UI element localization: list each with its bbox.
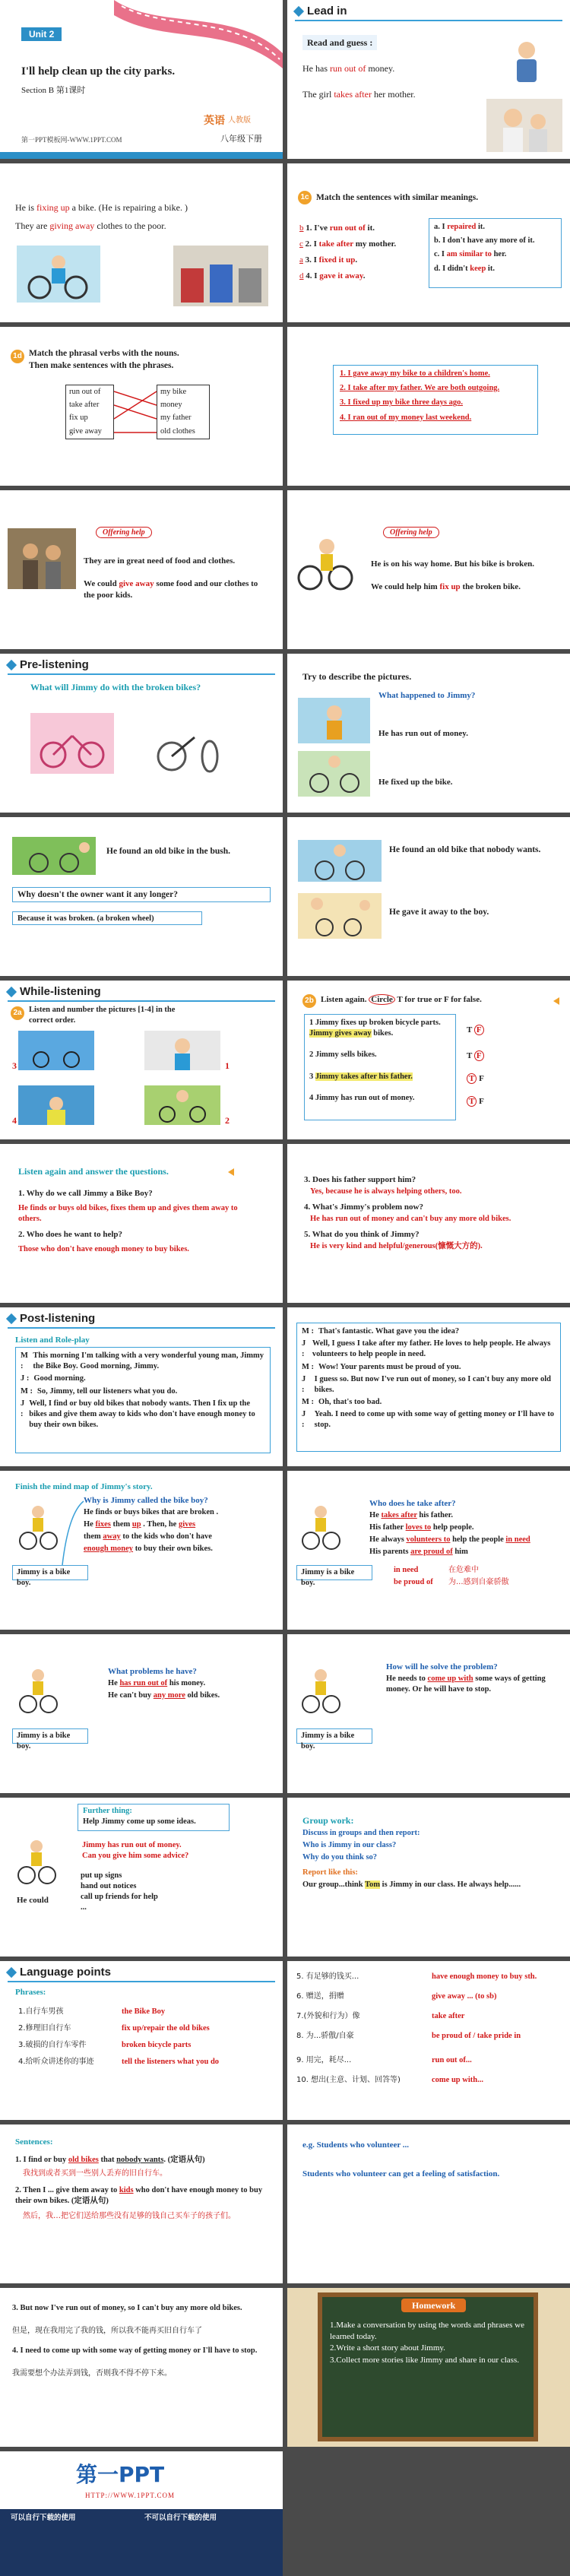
verbs-box bbox=[65, 385, 114, 439]
mind-map-question: Why is Jimmy called the bike boy? bbox=[84, 1496, 208, 1505]
broken-bike-image bbox=[149, 722, 233, 779]
slide-sentences-2 bbox=[0, 2288, 283, 2447]
dialogue-line: M : Oh, that's too bad. bbox=[302, 1398, 382, 1407]
mind-map-line: enough money to buy their own bikes. bbox=[84, 1545, 213, 1553]
mind-map-line: He has run out of his money. bbox=[108, 1679, 206, 1687]
could-label: He could bbox=[17, 1896, 49, 1905]
further-question: Can you give him some advice? bbox=[82, 1852, 189, 1860]
section-header: Post-listening bbox=[20, 1312, 96, 1325]
jimmy-bike-icon bbox=[299, 1665, 341, 1714]
phrase-en: give away ... (to sb) bbox=[432, 1992, 497, 2001]
offering-help-line-2: We could give away some food and our clothes to the poor kids. bbox=[84, 579, 258, 600]
tf-item: 4 Jimmy has run out of money. bbox=[309, 1093, 415, 1102]
owner-answer: Because it was broken. (a broken wheel) bbox=[17, 914, 154, 923]
story-picture-1 bbox=[18, 1031, 94, 1070]
match-left-item: b 1. I've run out of it. bbox=[299, 223, 375, 233]
mind-map-line: His parents are proud of him bbox=[369, 1548, 468, 1556]
idea-item: ... bbox=[81, 1903, 87, 1912]
noun-item: money bbox=[160, 401, 182, 410]
phrase-sentence-1: He is fixing up a bike. (He is repairing a bike. ) bbox=[15, 202, 188, 213]
answer-2: Those who don't have enough money to buy bikes. bbox=[18, 1245, 189, 1253]
slide-offering-help-2 bbox=[287, 490, 570, 649]
sentence-3: 3. But now I've run out of money, so I can't buy any more old bikes. bbox=[12, 2304, 242, 2312]
slide-language-points bbox=[0, 1961, 283, 2120]
sentence-3-translation: 但是，现在我用完了我的钱，所以我不能再买旧自行车了 bbox=[12, 2327, 202, 2335]
dialogue-line: M : So, Jimmy, tell our listeners what you do. bbox=[21, 1386, 178, 1396]
mind-map-line: He needs to come up with some ways of getting money. Or he will have to stop. bbox=[386, 1675, 546, 1694]
phrase-en: be proud of / take pride in bbox=[432, 2032, 521, 2040]
phrases-label: Phrases: bbox=[15, 1988, 46, 1997]
slide-mind-map-2 bbox=[287, 1471, 570, 1630]
found-bike-image bbox=[298, 840, 382, 882]
unit-badge: Unit 2 bbox=[21, 27, 62, 41]
bike-boy-label-box bbox=[12, 1565, 88, 1588]
fixing-bike-image bbox=[17, 246, 100, 303]
slide-lead-in bbox=[287, 0, 570, 159]
match-right-item: b. I don't have any more of it. bbox=[434, 236, 535, 246]
report-label: Report like this: bbox=[302, 1868, 358, 1877]
match-left-item: c 2. I take after my mother. bbox=[299, 239, 397, 249]
idea-item: hand out notices bbox=[81, 1882, 137, 1890]
phrase-en: have enough money to buy sth. bbox=[432, 1972, 537, 1981]
nouns-box bbox=[157, 385, 210, 439]
boy-bike-image bbox=[295, 536, 356, 593]
sentence-2: 2. Then I ... give them away to kids who don't have enough money to buy their own bikes. (定语从句) bbox=[15, 2186, 263, 2206]
noun-item: my bike bbox=[160, 388, 187, 396]
story-picture-number: 1 bbox=[225, 1060, 230, 1071]
verb-item: take after bbox=[69, 401, 100, 410]
sentence-1: 1. I find or buy old bikes that nobody wants. (定语从句) bbox=[15, 2156, 205, 2164]
answer-5: He is very kind and helpful/generous(慷慨大方的). bbox=[310, 1242, 483, 1250]
slide-sentences bbox=[0, 2124, 283, 2283]
verb-item: run out of bbox=[69, 388, 101, 396]
dialogue-line: J : Yeah. I need to come up with some way of getting money or I'll have to stop. bbox=[302, 1410, 555, 1430]
tf-options: T F bbox=[467, 1096, 484, 1107]
example-line: 3. I fixed up my bike three days ago. bbox=[340, 398, 463, 407]
phrase-en: run out of... bbox=[432, 2056, 472, 2064]
mind-map-line: His father loves to help people. bbox=[369, 1523, 474, 1532]
exercise-instruction: Match the sentences with similar meanings. bbox=[316, 193, 479, 202]
further-title: Further thing: bbox=[83, 1807, 132, 1815]
bike-boy-label-box bbox=[12, 1728, 88, 1751]
exercise-number: 2a bbox=[11, 1006, 24, 1020]
speaker-icon[interactable] bbox=[228, 1168, 234, 1176]
offering-help-tag: Offering help bbox=[383, 527, 439, 538]
mind-map-line: He always volunteers to help the people in need bbox=[369, 1535, 530, 1544]
exercise-instruction-2: Then make sentences with the phrases. bbox=[29, 361, 174, 370]
phrase-cn: 6. 赠送，捐赠 bbox=[296, 1992, 344, 2001]
offering-help-line-1: He is on his way home. But his bike is broken. bbox=[371, 559, 534, 569]
found-bike-statement: He found an old bike that nobody wants. bbox=[389, 845, 541, 854]
bike-boy-label: Jimmy is a bike boy. bbox=[301, 1568, 355, 1588]
exercise-number: 1c bbox=[298, 191, 312, 204]
dialogue-line: J : Well, I guess I take after my father. He loves to help people. He always volunteers to help people in need. bbox=[302, 1339, 551, 1359]
mind-map-line: He takes after his father. bbox=[369, 1511, 453, 1519]
match-right-box bbox=[429, 218, 562, 288]
examples-box bbox=[333, 365, 538, 435]
match-right-item: d. I didn't keep it. bbox=[434, 264, 495, 273]
example-line: 2. I take after my father. We are both outgoing. bbox=[340, 384, 500, 393]
sentence-4-translation: 我需要想个办法弄到钱，否则我不得不停下来。 bbox=[12, 2369, 172, 2378]
grade-label: 八年级下册 bbox=[220, 134, 262, 144]
slide-group-work bbox=[287, 1798, 570, 1957]
lead-sentence-2: The girl takes after her mother. bbox=[302, 89, 416, 100]
promo-col-1: 可以自行下载的使用 bbox=[11, 2514, 76, 2522]
offering-help-tag: Offering help bbox=[96, 527, 152, 538]
story-picture-4 bbox=[144, 1085, 220, 1125]
road-graphic bbox=[114, 0, 283, 68]
slide-mind-map-3 bbox=[0, 1634, 283, 1793]
note-translation: 为...感到自豪骄傲 bbox=[448, 1578, 509, 1586]
describe-answer-1: He has run out of money. bbox=[378, 729, 468, 738]
giving-clothes-image bbox=[173, 246, 268, 306]
exercise-instruction: Listen again. Circle T for true or F for false. bbox=[321, 995, 482, 1004]
describe-title: Try to describe the pictures. bbox=[302, 671, 412, 682]
slide-mind-map-1 bbox=[0, 1471, 283, 1630]
mind-map-question: What problems he have? bbox=[108, 1667, 197, 1676]
question-2: 2. Who does he want to help? bbox=[18, 1230, 123, 1239]
phrase-cn: 9. 用完，耗尽... bbox=[296, 2056, 352, 2064]
describe-question: What happened to Jimmy? bbox=[378, 691, 476, 700]
tf-items-box bbox=[304, 1014, 456, 1120]
tf-options: T F bbox=[467, 1050, 484, 1062]
verb-item: give away bbox=[69, 426, 102, 436]
report-example: Our group...think Tom is Jimmy in our class. He always help...... bbox=[302, 1881, 521, 1889]
further-question: Jimmy has run out of money. bbox=[82, 1841, 182, 1849]
group-work-instruction: Why do you think so? bbox=[302, 1853, 378, 1862]
example-line: 4. I ran out of my money last weekend. bbox=[340, 413, 472, 422]
match-left-item: a 3. I fixed it up. bbox=[299, 255, 358, 265]
section-header: Lead in bbox=[307, 5, 347, 17]
group-work-title: Group work: bbox=[302, 1815, 354, 1826]
promo-url: HTTP://WWW.1PPT.COM bbox=[85, 2492, 176, 2499]
pre-listening-question: What will Jimmy do with the broken bikes? bbox=[30, 682, 201, 692]
mind-map-title: Finish the mind map of Jimmy's story. bbox=[15, 1482, 153, 1491]
slide-match-phrasal-verbs bbox=[0, 327, 283, 486]
gave-bike-image bbox=[298, 893, 382, 939]
diamond-icon bbox=[6, 986, 17, 996]
homework-item: 3.Collect more stories like Jimmy and share in our class. bbox=[330, 2356, 519, 2365]
dialogue-line: J : Well, I find or buy old bikes that nobody wants. Then I fix up the bikes and give them away to kids who don't have enough money to buy their own bikes. bbox=[21, 1399, 255, 1430]
speaker-icon[interactable] bbox=[553, 997, 559, 1005]
question-5: 5. What do you think of Jimmy? bbox=[304, 1230, 420, 1239]
offering-help-line-2: We could help him fix up the broken bike. bbox=[371, 582, 521, 591]
phrase-en: take after bbox=[432, 2012, 465, 2020]
story-picture-number: 3 bbox=[12, 1060, 17, 1071]
idea-item: call up friends for help bbox=[81, 1893, 158, 1901]
phrase-en: tell the listeners what you do bbox=[122, 2058, 220, 2066]
jimmy-bike-icon bbox=[17, 1501, 59, 1551]
homework-title: Homework bbox=[401, 2299, 466, 2312]
sentences-label: Sentences: bbox=[15, 2137, 53, 2147]
tf-options: T F bbox=[467, 1025, 484, 1036]
story-picture-number: 2 bbox=[225, 1115, 230, 1126]
match-left-item: d 4. I gave it away. bbox=[299, 271, 366, 280]
dialogue-line: M : Wow! Your parents must be proud of you. bbox=[302, 1362, 461, 1371]
diamond-icon bbox=[6, 659, 17, 670]
story-picture-2 bbox=[144, 1031, 220, 1070]
noun-item: old clothes bbox=[160, 426, 195, 436]
subject-label: 英语 bbox=[204, 115, 225, 127]
note-translation: 在危难中 bbox=[448, 1566, 479, 1574]
offering-help-line-1: They are in great need of food and clothes. bbox=[84, 556, 236, 566]
bike-boy-label: Jimmy is a bike boy. bbox=[17, 1732, 71, 1751]
question-1: 1. Why do we call Jimmy a Bike Boy? bbox=[18, 1189, 153, 1198]
promo-logo: 第一PPT bbox=[76, 2462, 165, 2487]
further-box bbox=[78, 1804, 230, 1831]
match-right-item: c. I am similar to her. bbox=[434, 250, 507, 259]
mind-map-line: them away to the kids who don't have bbox=[84, 1532, 212, 1541]
further-sub: Help Jimmy come up some ideas. bbox=[83, 1817, 196, 1827]
group-work-instruction: Who is Jimmy in our class? bbox=[302, 1841, 397, 1849]
role-play-title: Listen and Role-play bbox=[15, 1336, 90, 1345]
match-left-list bbox=[299, 223, 429, 281]
tf-item: 2 Jimmy sells bikes. bbox=[309, 1050, 377, 1060]
phrase-sentence-2: They are giving away clothes to the poor. bbox=[15, 220, 166, 231]
chalkboard bbox=[318, 2292, 538, 2441]
broken-bike-pink-image bbox=[30, 713, 114, 774]
slide-offering-help-1 bbox=[0, 490, 283, 649]
diamond-icon bbox=[293, 5, 304, 16]
jimmy-bike-icon bbox=[299, 1501, 341, 1551]
note-term: be proud of bbox=[394, 1578, 433, 1586]
slide-phrases-continued bbox=[287, 1961, 570, 2120]
exercise-number: 2b bbox=[302, 994, 316, 1008]
slide-example-sentences bbox=[287, 327, 570, 486]
sentence-2-translation: 然后，我…把它们送给那些没有足够的钱自己买车子的孩子们。 bbox=[23, 2212, 236, 2220]
exercise-instruction-1: Match the phrasal verbs with the nouns. bbox=[29, 349, 179, 358]
question-3: 3. Does his father support him? bbox=[304, 1175, 416, 1184]
verb-item: fix up bbox=[69, 413, 88, 423]
describe-answer-2: He fixed up the bike. bbox=[378, 778, 453, 787]
tf-options: T F bbox=[467, 1073, 484, 1085]
poor-kids-image bbox=[8, 528, 76, 589]
owner-answer-box bbox=[12, 911, 202, 925]
jimmy-money-image bbox=[298, 698, 370, 743]
slide-homework bbox=[287, 2288, 570, 2447]
bike-boy-label-box bbox=[296, 1728, 372, 1751]
jimmy-fixing-image bbox=[298, 751, 370, 797]
dialogue-box bbox=[296, 1323, 561, 1452]
slide-answer-questions-2 bbox=[287, 1144, 570, 1303]
dialogue-line: M : That's fantastic. What gave you the idea? bbox=[302, 1327, 460, 1336]
group-work-instruction: Discuss in groups and then report: bbox=[302, 1829, 420, 1837]
slide-answer-questions-1 bbox=[0, 1144, 283, 1303]
jimmy-bike-icon bbox=[15, 1836, 57, 1885]
old-bike-statement: He found an old bike in the bush. bbox=[106, 847, 230, 856]
phrase-cn: 3.破损的自行车零件 bbox=[18, 2041, 87, 2049]
mother-daughter-image bbox=[486, 99, 562, 152]
tf-item: 1 Jimmy fixes up broken bicycle parts. Jimmy gives away bikes. bbox=[309, 1019, 441, 1038]
phrase-en: come up with... bbox=[432, 2076, 483, 2084]
phrase-cn: 10. 想出(主意、计划、回答等) bbox=[296, 2076, 401, 2084]
diamond-icon bbox=[6, 1313, 17, 1323]
example-label: e.g. Students who volunteer ... bbox=[302, 2140, 410, 2150]
lead-sentence-1: He has run out of money. bbox=[302, 63, 395, 74]
section-header: Pre-listening bbox=[20, 658, 89, 671]
gave-bike-statement: He gave it away to the boy. bbox=[389, 908, 489, 917]
mind-map-question: How will he solve the problem? bbox=[386, 1662, 498, 1671]
dialogue-line: M : This morning I'm talking with a very wonderful young man, Jimmy the Bike Boy. Good morning, Jimmy. bbox=[21, 1351, 264, 1371]
section-header: Language points bbox=[20, 1966, 111, 1979]
bike-boy-label: Jimmy is a bike boy. bbox=[17, 1568, 71, 1588]
mind-map-question: Who does he take after? bbox=[369, 1499, 456, 1508]
slide-further-thing bbox=[0, 1798, 283, 1957]
match-right-item: a. I repaired it. bbox=[434, 223, 485, 231]
diamond-icon bbox=[6, 1966, 17, 1977]
promo-col-2: 不可以自行下载的使用 bbox=[144, 2514, 217, 2522]
answer-1: He finds or buys old bikes, fixes them up and gives them away to others. bbox=[18, 1204, 238, 1224]
match-lines bbox=[114, 385, 157, 439]
read-guess: Read and guess : bbox=[302, 35, 377, 50]
slide-promo bbox=[0, 2451, 283, 2576]
dialogue-box bbox=[15, 1347, 271, 1453]
owner-question-box bbox=[12, 887, 271, 902]
phrase-cn: 2.修理旧自行车 bbox=[18, 2024, 71, 2033]
section-header: While-listening bbox=[20, 985, 101, 998]
noun-item: my father bbox=[160, 413, 192, 423]
answer-4: He has run out of money and can't buy any more old bikes. bbox=[310, 1215, 511, 1223]
dialogue-line: J : I guess so. But now I've run out of money, so I can't buy any more old bikes. bbox=[302, 1374, 551, 1394]
tf-item: 3 Jimmy takes after his father. bbox=[309, 1072, 413, 1081]
slide-while-listening bbox=[0, 981, 283, 1139]
lesson-title: I'll help clean up the city parks. bbox=[21, 65, 176, 78]
exercise-number: 1d bbox=[11, 350, 24, 363]
mind-map-line: He finds or buys bikes that are broken . bbox=[84, 1508, 219, 1516]
story-picture-number: 4 bbox=[12, 1115, 17, 1126]
dialogue-line: J : Good morning. bbox=[21, 1374, 86, 1383]
story-picture-3 bbox=[18, 1085, 94, 1125]
slide-true-false bbox=[287, 981, 570, 1139]
sentence-1-translation: 我找到或者买到一些别人丢弃的旧自行车。 bbox=[23, 2169, 167, 2178]
site-label: 第一PPT模板网-WWW.1PPT.COM bbox=[21, 136, 122, 144]
bike-boy-label-box bbox=[296, 1565, 372, 1588]
phrase-cn: 5. 有足够的钱买... bbox=[296, 1972, 359, 1981]
slide-pre-listening bbox=[0, 654, 283, 813]
slide-old-bike-answer bbox=[287, 817, 570, 976]
slide-phrases-pictures bbox=[0, 163, 283, 322]
example-sentence: Students who volunteer can get a feeling of satisfaction. bbox=[302, 2169, 500, 2178]
slide-dialogue-continued bbox=[287, 1307, 570, 1466]
answer-3: Yes, because he is always helping others, too. bbox=[310, 1187, 462, 1196]
bush-bike-image bbox=[12, 837, 96, 875]
jimmy-bike-icon bbox=[17, 1665, 59, 1714]
slide-sentence-example bbox=[287, 2124, 570, 2283]
phrase-en: fix up/repair the old bikes bbox=[122, 2024, 210, 2033]
homework-item: 1.Make a conversation by using the words and phrases we learned today. bbox=[330, 2321, 524, 2341]
mind-map-line: He fixes them up . Then, he gives bbox=[84, 1520, 196, 1529]
note-term: in need bbox=[394, 1566, 419, 1574]
phrase-cn: 8. 为...骄傲/自豪 bbox=[296, 2032, 354, 2040]
mind-map-connector bbox=[61, 1498, 85, 1567]
publisher-label: 人教版 bbox=[228, 116, 251, 125]
phrase-cn: 1.自行车男孩 bbox=[18, 2007, 64, 2016]
slide-describe-pictures bbox=[287, 654, 570, 813]
questions-title: Listen again and answer the questions. bbox=[18, 1166, 169, 1177]
bike-boy-label: Jimmy is a bike boy. bbox=[301, 1732, 355, 1751]
exercise-instruction: Listen and number the pictures [1-4] in the correct order. bbox=[29, 1006, 176, 1025]
slide-mind-map-4 bbox=[287, 1634, 570, 1793]
mind-map-line: He can't buy any more old bikes. bbox=[108, 1691, 220, 1700]
sentence-4: 4. I need to come up with some way of getting money or I'll have to stop. bbox=[12, 2346, 258, 2355]
homework-item: 2.Write a short story about Jimmy. bbox=[330, 2343, 445, 2353]
slide-match-sentences bbox=[287, 163, 570, 322]
phrase-en: the Bike Boy bbox=[122, 2007, 166, 2016]
owner-question: Why doesn't the owner want it any longer? bbox=[17, 890, 178, 899]
footer-bar bbox=[0, 152, 283, 159]
phrase-en: broken bicycle parts bbox=[122, 2041, 192, 2049]
section-label: Section B 第1课时 bbox=[21, 86, 86, 95]
slide-title bbox=[0, 0, 283, 159]
idea-item: put up signs bbox=[81, 1871, 122, 1880]
phrase-cn: 7.(外貌和行为）像 bbox=[296, 2012, 360, 2020]
phrase-cn: 4.给听众讲述你的事迹 bbox=[18, 2058, 94, 2066]
boy-pocket-image bbox=[508, 40, 546, 85]
question-4: 4. What's Jimmy's problem now? bbox=[304, 1202, 423, 1212]
slide-post-listening bbox=[0, 1307, 283, 1466]
slide-old-bike-question bbox=[0, 817, 283, 976]
example-line: 1. I gave away my bike to a children's home. bbox=[340, 369, 490, 378]
